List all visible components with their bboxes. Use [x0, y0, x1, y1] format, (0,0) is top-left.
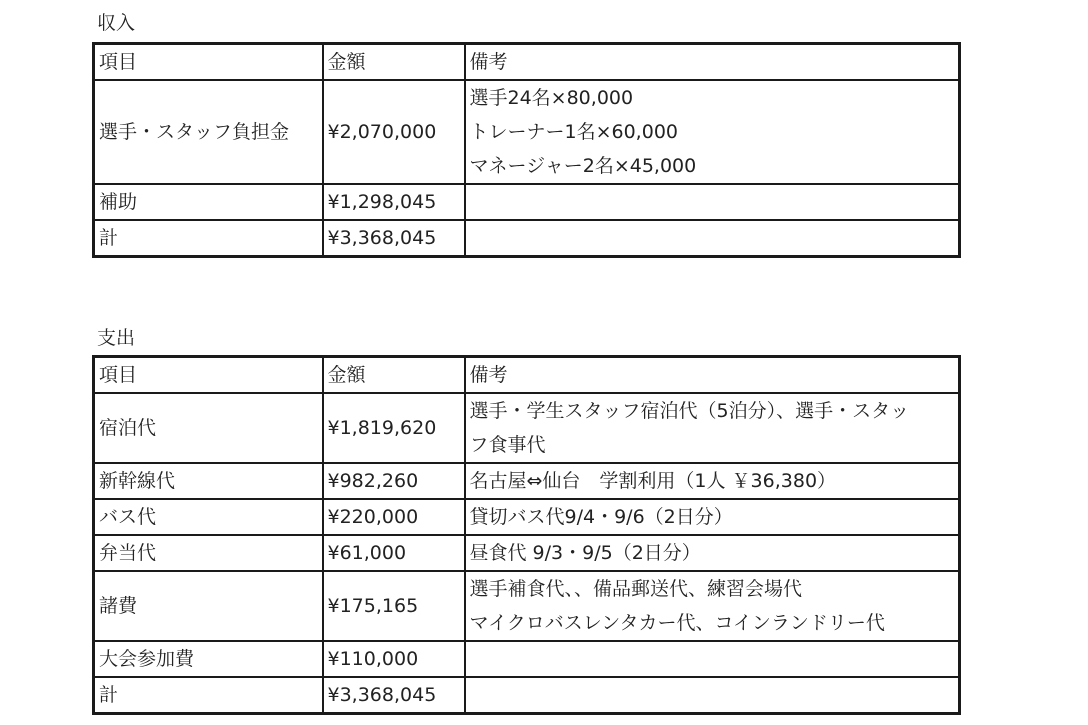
income-note-cell	[465, 220, 960, 257]
income-header-item: 項目	[94, 44, 323, 81]
expense-header-amount: 金額	[323, 357, 465, 394]
expense-note-cell	[465, 677, 960, 714]
note-line: フ食事代	[469, 434, 546, 456]
income-header-row	[94, 44, 960, 81]
table-row	[94, 393, 960, 463]
note-line: 貸切バス代9/4・9/6（2日分）	[469, 506, 733, 528]
expense-section-title: 支出	[97, 327, 136, 349]
note-line: マネージャー2名×45,000	[469, 155, 697, 177]
table-row	[94, 80, 960, 184]
expense-item-cell: 弁当代	[94, 535, 323, 571]
table-row	[94, 220, 960, 257]
note-line: マイクロバスレンタカー代、コインランドリー代	[469, 612, 885, 634]
table-row	[94, 641, 960, 677]
expense-total-amount: ¥3,368,045	[323, 677, 465, 714]
expense-note-cell	[465, 571, 960, 641]
expense-amount-cell: ¥61,000	[323, 535, 465, 571]
income-amount-cell: ¥2,070,000	[323, 80, 465, 184]
table-row	[94, 463, 960, 499]
expense-note-cell	[465, 641, 960, 677]
note-line: 名古屋⇔仙台 学割利用（1人 ￥36,380）	[469, 470, 837, 492]
expense-note-cell	[465, 463, 960, 499]
expense-item-cell: バス代	[94, 499, 323, 535]
expense-note-cell	[465, 393, 960, 463]
note-line: 選手補食代、、備品郵送代、練習会場代	[469, 578, 803, 600]
expense-note-cell	[465, 535, 960, 571]
income-header-amount: 金額	[323, 44, 465, 81]
expense-item-cell: 大会参加費	[94, 641, 323, 677]
table-row	[94, 535, 960, 571]
note-line: 昼食代 9/3・9/5（2日分）	[469, 542, 701, 564]
income-item-cell: 選手・スタッフ負担金	[94, 80, 323, 184]
expense-amount-cell: ¥220,000	[323, 499, 465, 535]
expense-item-cell: 諸費	[94, 571, 323, 641]
income-total-label: 計	[94, 220, 323, 257]
expense-table	[92, 355, 961, 715]
expense-total-label: 計	[94, 677, 323, 714]
expense-amount-cell: ¥175,165	[323, 571, 465, 641]
note-line: 選手24名×80,000	[469, 87, 634, 109]
income-header-note: 備考	[465, 44, 960, 81]
income-total-amount: ¥3,368,045	[323, 220, 465, 257]
expense-header-row	[94, 357, 960, 394]
table-row	[94, 499, 960, 535]
expense-amount-cell: ¥110,000	[323, 641, 465, 677]
table-row	[94, 571, 960, 641]
note-line: 選手・学生スタッフ宿泊代（5泊分）、選手・スタッ	[469, 400, 910, 422]
income-table	[92, 42, 961, 258]
income-section-title: 収入	[97, 12, 136, 34]
expense-amount-cell: ¥1,819,620	[323, 393, 465, 463]
note-line: トレーナー1名×60,000	[469, 121, 678, 143]
expense-item-cell: 新幹線代	[94, 463, 323, 499]
income-item-cell: 補助	[94, 184, 323, 220]
expense-header-note: 備考	[465, 357, 960, 394]
expense-header-item: 項目	[94, 357, 323, 394]
income-note-cell	[465, 80, 960, 184]
income-amount-cell: ¥1,298,045	[323, 184, 465, 220]
expense-note-cell	[465, 499, 960, 535]
table-row	[94, 677, 960, 714]
expense-item-cell: 宿泊代	[94, 393, 323, 463]
expense-amount-cell: ¥982,260	[323, 463, 465, 499]
income-note-cell	[465, 184, 960, 220]
table-row	[94, 184, 960, 220]
